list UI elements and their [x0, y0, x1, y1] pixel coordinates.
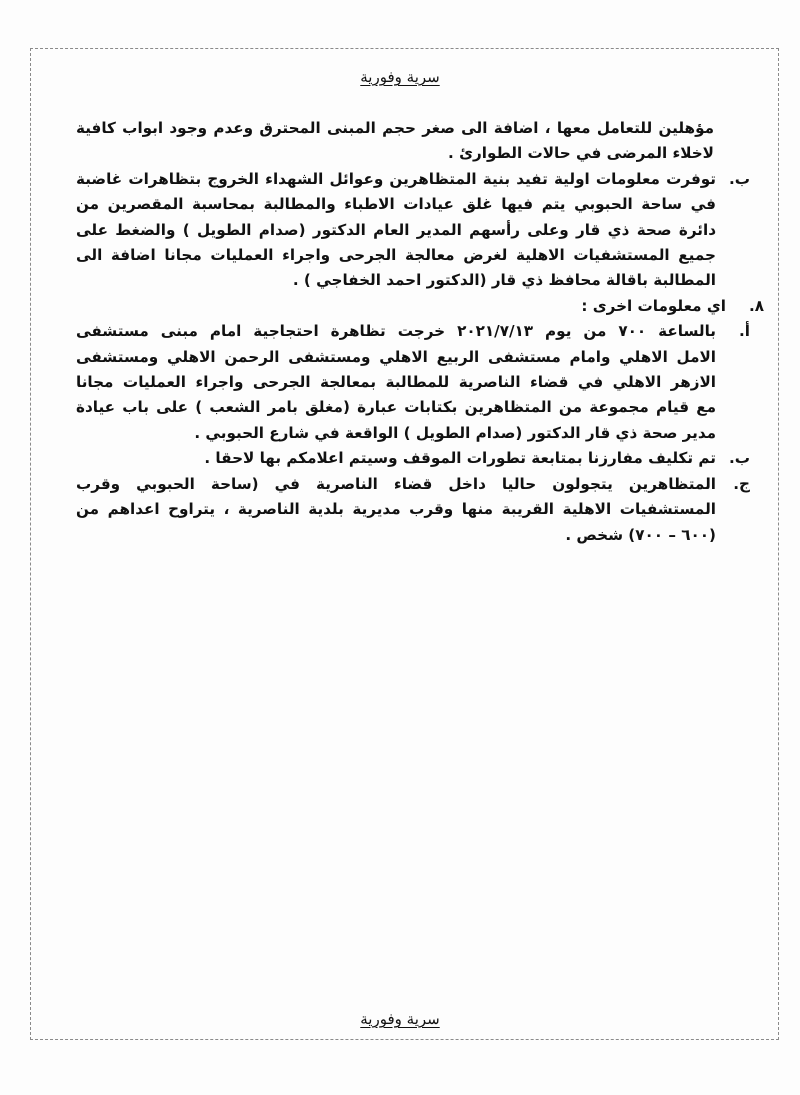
intro-line-2: لاخلاء المرضى في حالات الطوارئ . [448, 144, 714, 163]
section-8-item-b [76, 446, 750, 471]
item-b-line-4: جميع المستشفيات الاهلية لغرض معالجة الجرحى واجراء العمليات مجانا اضافة الى [76, 246, 716, 265]
intro-paragraph [76, 116, 734, 167]
section-8-title: اي معلومات اخرى : [581, 296, 726, 315]
section-8-item-c [76, 472, 750, 548]
section-8-item-a-line-3: الازهر الاهلي في قضاء الناصرية للمطالبة بمعالجة الجرحى واجراء العمليات مجانا [76, 373, 716, 392]
item-b-line-5: المطالبة باقالة محافظ ذي قار (الدكتور احمد الخفاجي ) . [292, 271, 716, 290]
section-8-item-c-line-3: (٦٠٠ – ٧٠٠) شخص . [565, 525, 716, 544]
section-8-item-c-line-1: المتظاهرين يتجولون حاليا داخل قضاء الناصرية في (ساحة الحبوبي وقرب [76, 474, 716, 493]
header-classification-text: سرية وفورية [360, 68, 440, 86]
item-b-line-1: توفرت معلومات اولية تفيد بنية المتظاهرين وعوائل الشهداء الخروج بتظاهرات غاضبة [76, 169, 716, 188]
section-8-item-c-marker: ج. [733, 474, 750, 493]
intro-line-1: مؤهلين للتعامل معها ، اضافة الى صغر حجم المبنى المحترق وعدم وجود ابواب كافية [76, 119, 714, 137]
section-8-heading [76, 294, 764, 319]
header-classification [0, 68, 800, 86]
section-8-item-a-line-2: الامل الاهلي وامام مستشفى الربيع الاهلي ومستشفى الرحمن الاهلي ومستشفى [76, 347, 716, 366]
section-8-item-a-line-5: مدير صحة ذي قار الدكتور (صدام الطويل ) الواقعة في شارع الحبوبي . [194, 423, 716, 442]
section-8-item-a-marker: أ. [739, 322, 750, 341]
footer-classification-text: سرية وفورية [360, 1010, 440, 1028]
document-body [76, 116, 764, 548]
section-8-marker: ٨. [748, 296, 764, 315]
item-b-marker: ب. [728, 169, 750, 188]
item-b-line-2: في ساحة الحبوبي يتم فيها غلق عيادات الاطباء والمطالبة بمحاسبة المقصرين من [76, 195, 716, 214]
section-8-item-c-line-2: المستشفيات الاهلية القريبة منها وقرب مديرية بلدية الناصرية ، يتراوح اعداهم من [76, 500, 716, 519]
section-8-item-a [76, 319, 750, 446]
section-8-item-b-marker: ب. [728, 449, 750, 468]
section-8-item-a-line-4: مع قيام مجموعة من المتظاهرين بكتابات عبارة (مغلق بامر الشعب ) على باب عيادة [76, 398, 716, 417]
section-8-item-a-line-1: بالساعة ٧٠٠ من يوم ٢٠٢١/٧/١٣ خرجت تظاهرة احتجاجية امام مبنى مستشفى [76, 322, 716, 341]
section-8-item-b-line: تم تكليف مفارزنا بمتابعة تطورات الموقف وسيتم اعلامكم بها لاحقا . [204, 449, 716, 468]
footer-classification [0, 1010, 800, 1028]
item-b-paragraph [76, 167, 750, 294]
item-b-line-3: دائرة صحة ذي قار وعلى رأسهم المدير العام الدكتور (صدام الطويل ) والضغط على [76, 220, 716, 239]
